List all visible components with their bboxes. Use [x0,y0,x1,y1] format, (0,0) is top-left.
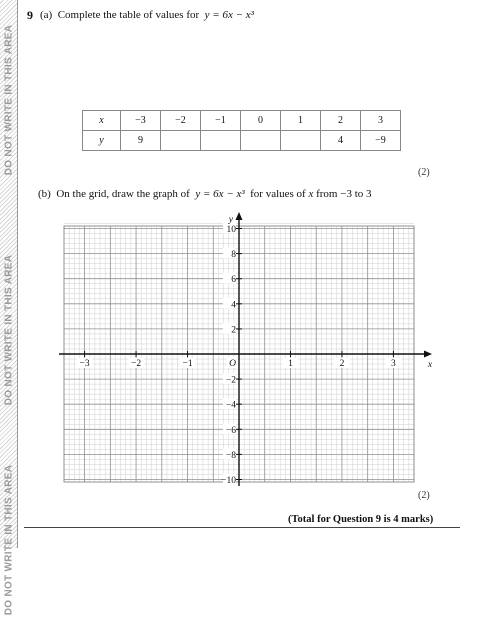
y-cell: 4 [321,131,361,151]
y-tick-label: 2 [231,325,236,336]
x-tick-label: −3 [79,359,90,369]
part-b-text: On the grid, draw the graph of [56,188,190,200]
x-axis-label: x [427,360,433,370]
x-axis-arrow [424,351,432,358]
part-a-equation: y = 6x − x³ [204,9,254,21]
question-number: 9 [27,8,33,22]
axis-labels [77,215,433,486]
x-cell: 3 [361,111,401,131]
part-b-marks: (2) [418,490,430,501]
total-marks: (Total for Question 9 is 4 marks) [288,514,434,525]
x-header: x [83,111,121,131]
y-tick-label: 6 [231,275,236,286]
x-tick-label: 2 [339,359,345,369]
x-tick-label: 1 [288,359,293,369]
part-a-marks: (2) [418,167,430,178]
margin-warning-top: DO NOT WRITE IN THIS AREA [3,24,14,176]
y-tick-label: −2 [225,375,236,386]
y-tick-label: −6 [225,425,236,436]
x-cell: 1 [281,111,321,131]
y-tick-label: −4 [225,400,236,411]
y-tick-label: −8 [225,450,236,461]
x-cell: −2 [161,111,201,131]
part-b-text-after: for values of [250,188,306,200]
y-tick-label: 8 [231,250,236,261]
origin-label: O [229,359,236,369]
y-cell: −9 [361,131,401,151]
part-b-label: (b) [38,188,51,200]
x-cell: −3 [121,111,161,131]
y-tick-label: 10 [226,225,236,236]
y-cell: 9 [121,131,161,151]
part-b-var: x [308,188,314,200]
part-a-text: Complete the table of values for [57,9,200,21]
y-tick-label: −10 [221,475,236,486]
x-tick-label: −2 [131,359,142,369]
margin-warning-bottom: DO NOT WRITE IN THIS AREA [3,464,14,616]
y-axis-arrow [236,212,243,220]
margin-warning-middle: DO NOT WRITE IN THIS AREA [3,254,14,406]
part-b-range: from −3 to 3 [316,188,372,200]
y-tick-label: 4 [231,300,236,311]
bottom-rule [24,527,460,528]
y-header: y [83,131,121,151]
x-tick-label: 3 [391,359,396,369]
x-tick-label: −1 [182,359,193,369]
y-axis-label: y [228,215,233,225]
x-cell: 2 [321,111,361,131]
part-b-equation: y = 6x − x³ [195,188,245,200]
part-a-label: (a) [40,9,53,21]
x-cell: −1 [201,111,241,131]
x-cell: 0 [241,111,281,131]
